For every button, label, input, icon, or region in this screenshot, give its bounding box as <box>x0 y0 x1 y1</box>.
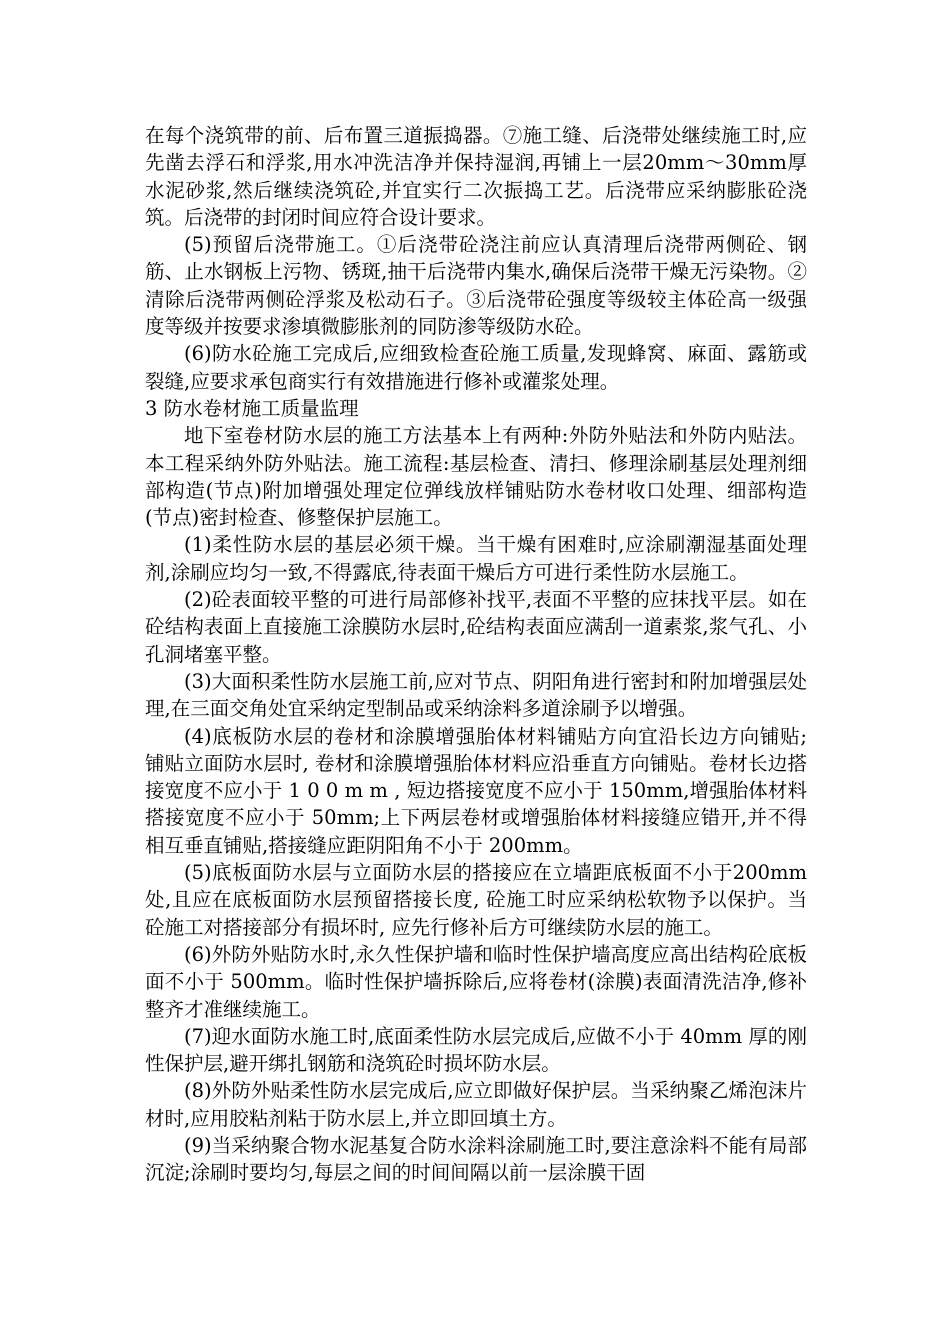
paragraph-7: (3)大面积柔性防水层施工前,应对节点、阴阳角进行密封和附加增强层处理,在三面交角处宜采纳定型制品或采纳涂料多道涂刷予以增强。 <box>145 669 807 721</box>
paragraph-3: (6)防水砼施工完成后,应细致检查砼施工质量,发现蜂窝、麻面、露筋或裂缝,应要求承包商实行有效措施进行修补或灌浆处理。 <box>145 342 807 393</box>
paragraph-12: (8)外防外贴柔性防水层完成后,应立即做好保护层。当采纳聚乙烯泡沫片材时,应用胶粘剂粘于防水层上,并立即回填土方。 <box>145 1079 807 1130</box>
section-heading: 3 防水卷材施工质量监理 <box>145 396 359 420</box>
paragraph-5: (1)柔性防水层的基层必须干燥。当干燥有困难时,应涂刷潮湿基面处理剂,涂刷应均匀一致,不得露底,待表面干燥后方可进行柔性防水层施工。 <box>145 533 807 584</box>
paragraph-9: (5)底板面防水层与立面防水层的搭接应在立墙距底板面不小于200mm 处,且应在底板面防水层预留搭接长度, 砼施工时应采纳松软物予以保护。当砼施工对搭接部分有损坏时, 应先行修补后方可继续防水层的施工。 <box>145 861 807 939</box>
document-body <box>145 122 807 1187</box>
paragraph-11: (7)迎水面防水施工时,底面柔性防水层完成后,应做不小于 40mm 厚的刚性保护层,避开绑扎钢筋和浇筑砼时损坏防水层。 <box>145 1024 807 1076</box>
paragraph-8: (4)底板防水层的卷材和涂膜增强胎体材料铺贴方向宜沿长边方向铺贴; 铺贴立面防水层时, 卷材和涂膜增强胎体材料应沿垂直方向铺贴。卷材长边搭接宽度不应小于 1 0 0 m m , 短边搭接宽度不应小于 150mm,增强胎体材料搭接宽度不应小于 50mm;上下两层卷材或增强胎体材料接缝应错开,并不得相互垂直铺贴,搭接缝应距阴阳角不小于 200mm。 <box>145 724 807 857</box>
paragraph-6: (2)砼表面较平整的可进行局部修补找平,表面不平整的应抹找平层。如在砼结构表面上直接施工涂膜防水层时,砼结构表面应满刮一道素浆,浆气孔、小孔洞堵塞平整。 <box>145 588 807 666</box>
paragraph-4: 地下室卷材防水层的施工方法基本上有两种:外防外贴法和外防内贴法。本工程采纳外防外贴法。施工流程:基层检查、清扫、修理涂刷基层处理剂细部构造(节点)附加增强处理定位弹线放样铺贴防水卷材收口处理、细部构造(节点)密封检查、修整保护层施工。 <box>145 424 807 530</box>
paragraph-13: (9)当采纳聚合物水泥基复合防水涂料涂刷施工时,要注意涂料不能有局部沉淀;涂刷时要均匀,每层之间的时间间隔以前一层涂膜干固 <box>145 1133 807 1185</box>
paragraph-1: 在每个浇筑带的前、后布置三道振捣器。⑦施工缝、后浇带处继续施工时,应先凿去浮石和浮浆,用水冲洗洁净并保持湿润,再铺上一层20mm～30mm厚水泥砂浆,然后继续浇筑砼,并宜实行二次振捣工艺。后浇带应采纳膨胀砼浇筑。后浇带的封闭时间应符合设计要求。 <box>145 124 807 229</box>
paragraph-2: (5)预留后浇带施工。①后浇带砼浇注前应认真清理后浇带两侧砼、钢筋、止水钢板上污物、锈斑,抽干后浇带内集水,确保后浇带干燥无污染物。②清除后浇带两侧砼浮浆及松动石子。③后浇带砼强度等级较主体砼高一级强度等级并按要求渗填微膨胀剂的同防渗等级防水砼。 <box>145 233 807 339</box>
paragraph-10: (6)外防外贴防水时,永久性保护墙和临时性保护墙高度应高出结构砼底板面不小于 500mm。临时性保护墙拆除后,应将卷材(涂膜)表面清洗洁净,修补整齐才准继续施工。 <box>145 942 807 1021</box>
